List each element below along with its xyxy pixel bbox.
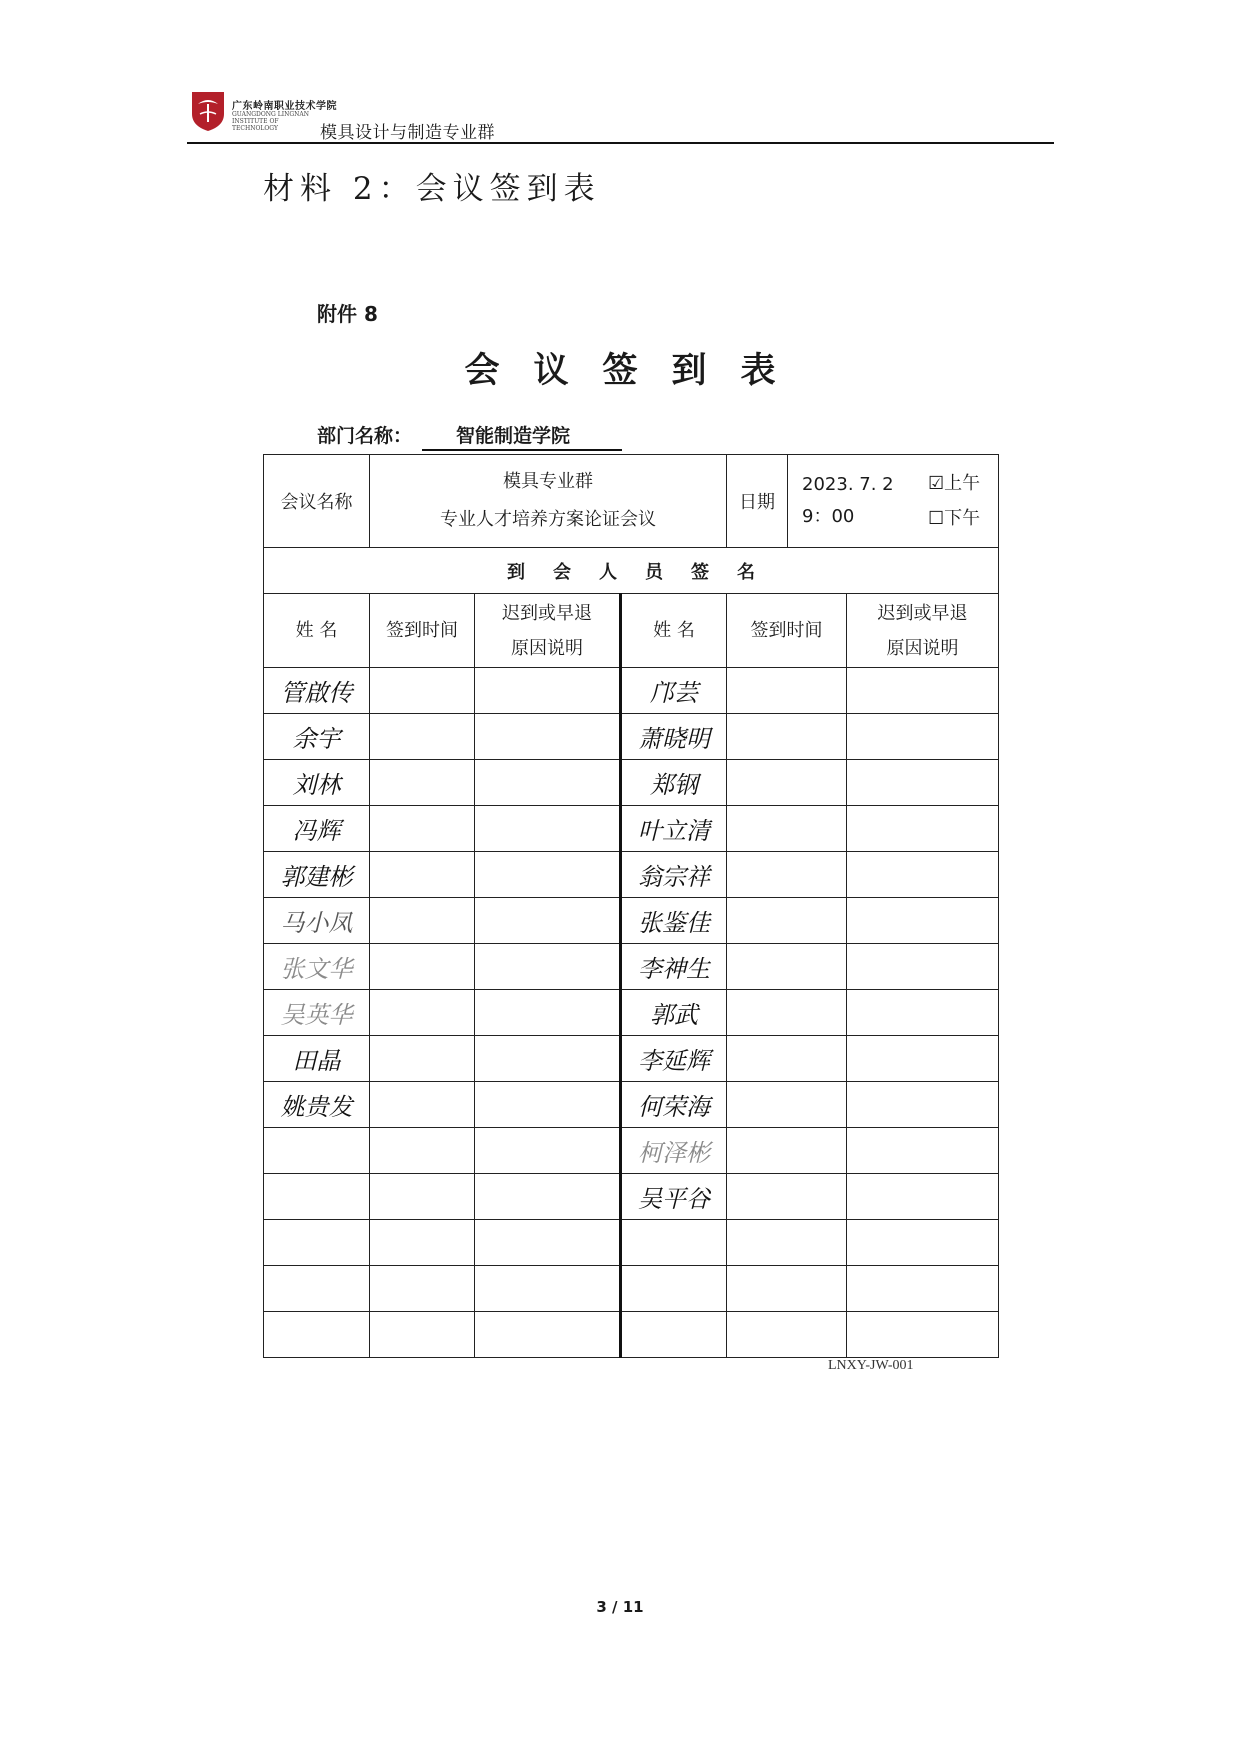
signin-time-left <box>370 806 475 852</box>
signature-left: 郭建彬 <box>264 852 370 898</box>
signin-time-left <box>370 1266 475 1312</box>
table-row <box>264 990 999 1036</box>
col-signin-time-right: 签到时间 <box>727 594 847 668</box>
reason-right <box>847 990 999 1036</box>
reason-right <box>847 760 999 806</box>
time-value: 9：00 <box>802 506 855 527</box>
reason-left <box>475 806 621 852</box>
signature-right <box>621 1220 727 1266</box>
signature-left: 张文华 <box>264 944 370 990</box>
table-row <box>264 1312 999 1358</box>
table-row <box>264 944 999 990</box>
signin-time-left <box>370 760 475 806</box>
date-time <box>788 455 923 547</box>
reason-right <box>847 944 999 990</box>
signin-time-right <box>727 1266 847 1312</box>
signin-time-left <box>370 898 475 944</box>
reason-right <box>847 1312 999 1358</box>
school-name-en: GUANGDONG LINGNAN INSTITUTE OF TECHNOLOGY <box>232 111 309 132</box>
table-row <box>264 668 999 714</box>
reason-right <box>847 806 999 852</box>
reason-left <box>475 1036 621 1082</box>
col-name-right: 姓 名 <box>621 594 727 668</box>
reason-right <box>847 668 999 714</box>
table-row <box>264 760 999 806</box>
signin-time-right <box>727 1174 847 1220</box>
form-title: 会议签到表 <box>464 350 810 391</box>
reason-left <box>475 1266 621 1312</box>
signin-time-right <box>727 668 847 714</box>
reason-left <box>475 1220 621 1266</box>
page-number: 3 / 11 <box>596 1598 644 1616</box>
signature-left <box>264 1312 370 1358</box>
reason-left <box>475 1312 621 1358</box>
signin-time-left <box>370 668 475 714</box>
signin-time-right <box>727 852 847 898</box>
reason-right <box>847 1220 999 1266</box>
signin-time-right <box>727 1036 847 1082</box>
table-row <box>264 1266 999 1312</box>
signature-left: 吴英华 <box>264 990 370 1036</box>
reason-right <box>847 1082 999 1128</box>
signature-left <box>264 1128 370 1174</box>
signature-right: 柯泽彬 <box>621 1128 727 1174</box>
header-divider <box>187 142 1054 144</box>
col-reason-right-line2: 原因说明 <box>886 637 959 659</box>
table-row <box>264 1036 999 1082</box>
reason-right <box>847 898 999 944</box>
signature-left <box>264 1266 370 1312</box>
signature-right <box>621 1312 727 1358</box>
table-row <box>264 1174 999 1220</box>
signature-right: 萧晓明 <box>621 714 727 760</box>
signin-time-left <box>370 990 475 1036</box>
signin-time-right <box>727 944 847 990</box>
table-row <box>264 1082 999 1128</box>
reason-right <box>847 1174 999 1220</box>
reason-right <box>847 1266 999 1312</box>
reason-left <box>475 760 621 806</box>
column-header-row <box>264 594 999 668</box>
signin-time-left <box>370 1220 475 1266</box>
col-reason-right-line1: 迟到或早退 <box>877 602 968 624</box>
col-reason-left <box>475 594 621 668</box>
signin-time-right <box>727 1082 847 1128</box>
col-name-left: 姓 名 <box>264 594 370 668</box>
signature-right: 何荣海 <box>621 1082 727 1128</box>
reason-right <box>847 852 999 898</box>
signature-right: 郭武 <box>621 990 727 1036</box>
signature-left <box>264 1174 370 1220</box>
reason-left <box>475 852 621 898</box>
table-row <box>264 714 999 760</box>
signin-time-right <box>727 898 847 944</box>
signin-time-right <box>727 1128 847 1174</box>
signin-time-left <box>370 1312 475 1358</box>
header-subtitle: 模具设计与制造专业群 <box>320 123 495 143</box>
col-signin-time-left: 签到时间 <box>370 594 475 668</box>
signin-time-left <box>370 1036 475 1082</box>
material-title: 材料 2：会议签到表 <box>263 171 601 207</box>
signature-left <box>264 1220 370 1266</box>
signature-left: 田晶 <box>264 1036 370 1082</box>
signature-left: 管啟传 <box>264 668 370 714</box>
am-checkbox: ☑上午 <box>928 473 981 494</box>
signin-time-left <box>370 1082 475 1128</box>
reason-left <box>475 1082 621 1128</box>
signature-right: 李延辉 <box>621 1036 727 1082</box>
signature-right: 翁宗祥 <box>621 852 727 898</box>
attachment-label: 附件 8 <box>317 302 378 326</box>
col-reason-left-line2: 原因说明 <box>511 637 583 659</box>
signin-time-left <box>370 714 475 760</box>
department-row <box>317 421 622 451</box>
meeting-name-value <box>370 455 727 548</box>
signin-time-right <box>727 714 847 760</box>
signin-time-left <box>370 852 475 898</box>
signature-right: 叶立清 <box>621 806 727 852</box>
reason-left <box>475 668 621 714</box>
reason-left <box>475 1128 621 1174</box>
signin-time-right <box>727 806 847 852</box>
signature-right: 邝芸 <box>621 668 727 714</box>
table-row <box>264 806 999 852</box>
meeting-name-label: 会议名称 <box>264 455 370 548</box>
signature-right: 张鉴佳 <box>621 898 727 944</box>
signin-time-right <box>727 1312 847 1358</box>
reason-left <box>475 714 621 760</box>
signature-right: 吴平谷 <box>621 1174 727 1220</box>
reason-left <box>475 898 621 944</box>
date-inner <box>727 455 998 547</box>
reason-right <box>847 714 999 760</box>
signin-time-left <box>370 1174 475 1220</box>
reason-left <box>475 1174 621 1220</box>
signature-right <box>621 1266 727 1312</box>
signature-rows <box>264 668 999 1358</box>
date-value: 2023. 7. 2 <box>802 474 894 495</box>
department-value: 智能制造学院 <box>422 421 622 451</box>
table-row <box>264 1220 999 1266</box>
reason-left <box>475 944 621 990</box>
signature-left: 姚贵发 <box>264 1082 370 1128</box>
meeting-name-line1: 模具专业群 <box>503 471 593 492</box>
reason-left <box>475 990 621 1036</box>
signature-left: 马小凤 <box>264 898 370 944</box>
signin-time-left <box>370 1128 475 1174</box>
attendees-header-row <box>264 548 999 594</box>
reason-right <box>847 1036 999 1082</box>
signin-time-right <box>727 990 847 1036</box>
date-label: 日期 <box>727 455 788 547</box>
table-row <box>264 1128 999 1174</box>
pm-checkbox: ☐下午 <box>928 508 981 529</box>
signature-left: 刘林 <box>264 760 370 806</box>
department-label: 部门名称： <box>317 425 413 447</box>
signature-right: 李神生 <box>621 944 727 990</box>
form-code: LNXY-JW-001 <box>828 1358 914 1373</box>
signature-left: 冯辉 <box>264 806 370 852</box>
sign-in-table <box>263 454 999 1358</box>
signature-right: 郑钢 <box>621 760 727 806</box>
signin-time-left <box>370 944 475 990</box>
signin-time-right <box>727 760 847 806</box>
col-reason-right <box>847 594 999 668</box>
col-reason-left-line1: 迟到或早退 <box>502 602 592 624</box>
meeting-info-row <box>264 455 999 548</box>
date-block <box>727 455 999 548</box>
am-pm-options <box>922 455 998 547</box>
reason-right <box>847 1128 999 1174</box>
meeting-name-line2: 专业人才培养方案论证会议 <box>440 509 656 530</box>
attendees-header: 到会人员签名 <box>264 548 999 594</box>
table-row <box>264 852 999 898</box>
signature-left: 余宇 <box>264 714 370 760</box>
school-logo-icon <box>190 90 226 132</box>
table-row <box>264 898 999 944</box>
signin-time-right <box>727 1220 847 1266</box>
school-name-cn: 广东岭南职业技术学院 <box>232 101 337 112</box>
